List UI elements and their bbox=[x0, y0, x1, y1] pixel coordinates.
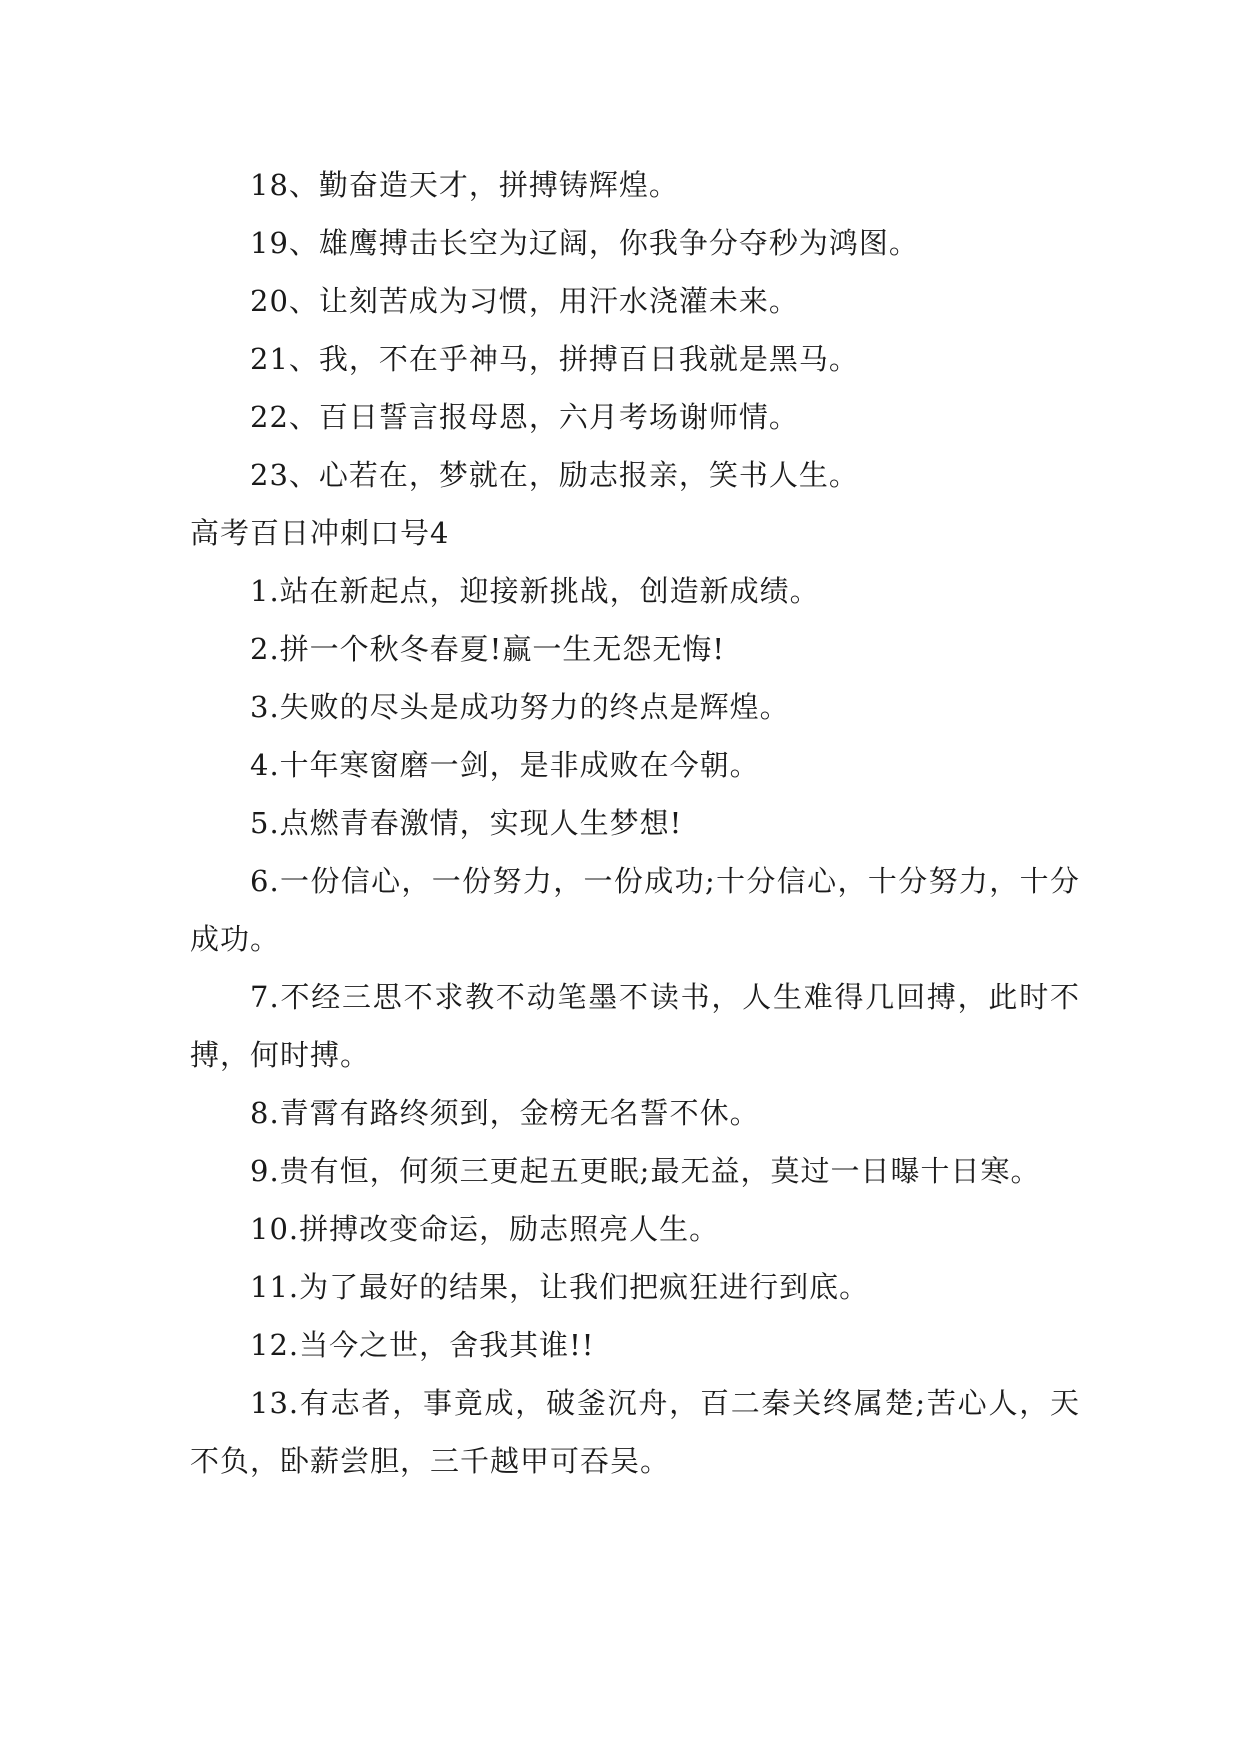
slogan-23: 23、心若在，梦就在，励志报亲，笑书人生。 bbox=[250, 458, 859, 492]
slogan-13: 13.有志者，事竟成，破釜沉舟，百二秦关终属楚;苦心人，天不负，卧薪尝胆，三千越甲可吞吴。 bbox=[190, 1386, 1080, 1478]
slogan-22: 22、百日誓言报母恩，六月考场谢师情。 bbox=[250, 400, 799, 434]
slogan-8: 8.青霄有路终须到，金榜无名誓不休。 bbox=[250, 1096, 760, 1130]
document-body bbox=[190, 156, 1080, 1490]
slogan-10: 10.拼搏改变命运，励志照亮人生。 bbox=[250, 1212, 720, 1246]
slogan-20: 20、让刻苦成为习惯，用汗水浇灌未来。 bbox=[250, 284, 799, 318]
slogan-11: 11.为了最好的结果，让我们把疯狂进行到底。 bbox=[250, 1270, 870, 1304]
slogan-9: 9.贵有恒，何须三更起五更眠;最无益，莫过一日曝十日寒。 bbox=[250, 1154, 1041, 1188]
slogan-6: 6.一份信心，一份努力，一份成功;十分信心，十分努力，十分成功。 bbox=[190, 864, 1080, 956]
slogan-21: 21、我，不在乎神马，拼搏百日我就是黑马。 bbox=[250, 342, 859, 376]
slogan-7: 7.不经三思不求教不动笔墨不读书，人生难得几回搏，此时不搏，何时搏。 bbox=[190, 980, 1080, 1072]
slogan-4: 4.十年寒窗磨一剑，是非成败在今朝。 bbox=[250, 748, 760, 782]
slogan-5: 5.点燃青春激情，实现人生梦想! bbox=[250, 806, 683, 840]
slogan-12: 12.当今之世，舍我其谁!! bbox=[250, 1328, 595, 1362]
slogan-19: 19、雄鹰搏击长空为辽阔，你我争分夺秒为鸿图。 bbox=[250, 226, 919, 260]
slogan-3: 3.失败的尽头是成功努力的终点是辉煌。 bbox=[250, 690, 790, 724]
section-heading: 高考百日冲刺口号4 bbox=[190, 516, 450, 550]
slogan-18: 18、勤奋造天才，拼搏铸辉煌。 bbox=[250, 168, 679, 202]
slogan-2: 2.拼一个秋冬春夏!赢一生无怨无悔! bbox=[250, 632, 725, 666]
slogan-1: 1.站在新起点，迎接新挑战，创造新成绩。 bbox=[250, 574, 820, 608]
